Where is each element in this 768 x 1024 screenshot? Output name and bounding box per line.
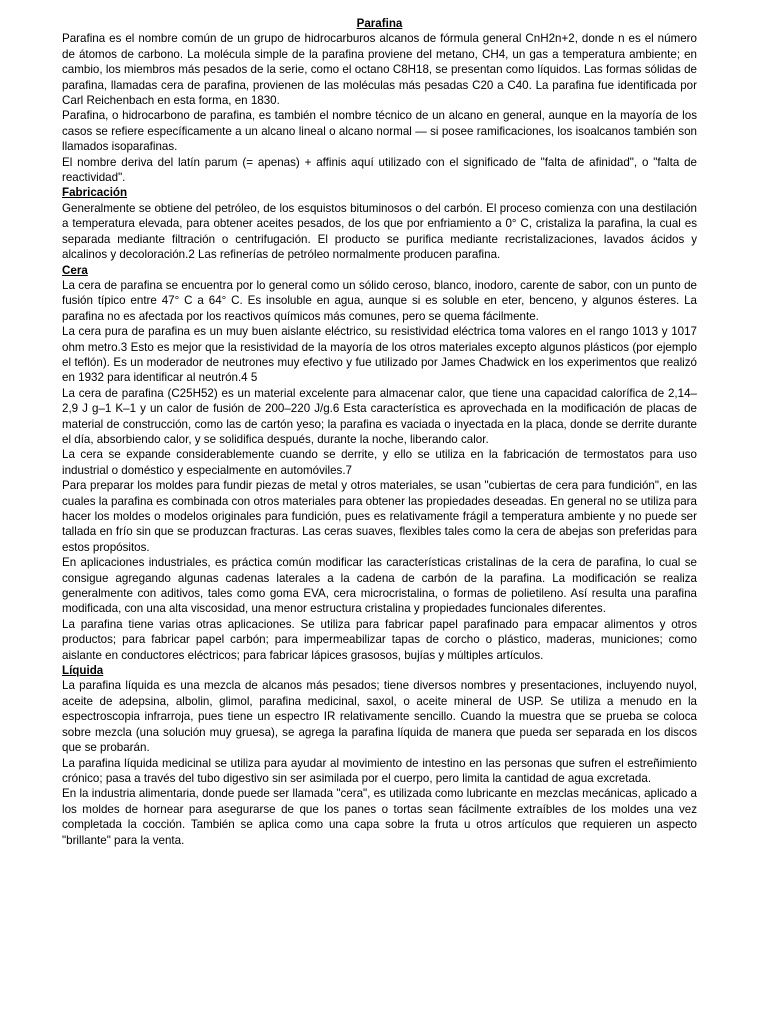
section-paragraph: La cera de parafina se encuentra por lo general como un sólido ceroso, blanco, inodoro, carente de sabor, con un punto de fusión típico entre 47° C a 64° C. Es insoluble en agua, aunque si es soluble en eter, benceno, y algunos ésteres. La parafina no es afectada por los reactivos químicos más comunes, pero se quema fácilmente. [62,278,697,323]
section-heading-cera: Cera [62,263,88,277]
document-title: Parafina [356,17,403,30]
section-paragraph: En aplicaciones industriales, es práctica común modificar las características cristalinas de la cera de parafina, lo cual se consigue agregando algunas cadenas laterales a la cadena de carbón de la parafina. La modificación se realiza generalmente con aditivos, tales como goma EVA, cera microcristalina, o formas de polietileno. Así resulta una parafina modificada, con una alta viscosidad, una menor estructura cristalina y propiedades funcionales diferentes. [62,556,697,616]
section-paragraph: La cera se expande considerablemente cuando se derrite, y ello se utiliza en la fabricación de termostatos para uso industrial o doméstico y especialmente en automóviles.7 [62,448,697,477]
intro-paragraph: Parafina es el nombre común de un grupo de hidrocarburos alcanos de fórmula general CnH2n+2, donde n es el número de átomos de carbono. La molécula simple de la parafina proviene del metano, CH4, un gas a temperatura ambiente; en cambio, los miembros más pesados de la serie, como el octano C8H18, se presentan como líquidos. Las formas sólidas de parafina, llamadas cera de parafina, provienen de las moléculas más pesadas C20 a C40. La parafina fue identificada por Carl Reichenbach en esta forma, en 1830. [62,32,697,108]
intro-paragraph: Parafina, o hidrocarbono de parafina, es también el nombre técnico de un alcano en general, aunque en la mayoría de los casos se refiere específicamente a un alcano lineal o alcano normal — si posee ramificaciones, los isoalcanos también son llamados isoparafinas. [62,109,697,154]
section-paragraph: Para preparar los moldes para fundir piezas de metal y otros materiales, se usan "cubiertas de cera para fundición", en las cuales la parafina es combinada con otros materiales para obtener las propiedades deseadas. En general no se utiliza para hacer los moldes o modelos originales para fundición, pues es relativamente frágil a temperatura ambiente y no puede ser tallada en frío sin que se produzcan fracturas. Las ceras suaves, flexibles tales como la cera de abejas son preferidas para estos propósitos. [62,479,697,554]
section-heading-fabricacion: Fabricación [62,186,128,200]
section-paragraph: La cera de parafina (C25H52) es un material excelente para almacenar calor, que tiene una capacidad calorífica de 2,14–2,9 J g–1 K–1 y un calor de fusión de 200–220 J/g.6 Esta característica es aprovechada en la modificación de placas de material de construcción, como las de cartón yeso; la parafina es vaciada o inyectada en la placa, donde se derrite durante el día, absorbiendo calor, y se solidifica después, durante la noche, liberando calor. [62,386,697,446]
section-paragraph: La parafina líquida medicinal se utiliza para ayudar al movimiento de intestino en las personas que sufren el estreñimiento crónico; pasa a través del tubo digestivo sin ser asimilada por el cuerpo, pero limita la cantidad de agua excretada. [62,756,697,785]
section-paragraph: La parafina tiene varias otras aplicaciones. Se utiliza para fabricar papel parafinado para empacar alimentos y otros productos; para fabricar papel carbón; para impermeabilizar tapas de corcho o plástico, maderas, municiones; como aislante en conductores eléctricos; para fabricar lápices grasosos, bujías y múltiples artículos. [62,617,697,662]
document-page [62,16,697,848]
intro-paragraph: El nombre deriva del latín parum (= apenas) + affinis aquí utilizado con el significado de "falta de afinidad", o "falta de reactividad". [62,155,697,185]
section-paragraph: La parafina líquida es una mezcla de alcanos más pesados; tiene diversos nombres y presentaciones, incluyendo nuyol, aceite de adepsina, albolin, glimol, parafina medicinal, saxol, o aceite mineral de USP. Se utiliza a menudo en la espectroscopia infrarroja, pues tiene un espectro IR relativamente sencillo. Cuando la muestra que se prueba se coloca sobre mezcla (una solución muy gruesa), se agrega la parafina líquida de manera que pueda ser separada en los discos que se probarán. [62,679,697,755]
section-paragraph: En la industria alimentaria, donde puede ser llamada "cera", es utilizada como lubricante en mezclas mecánicas, aplicado a los moldes de hornear para asegurarse de que los panes o tortas sean fácilmente extraíbles de los moldes una vez completada la cocción. También se aplica como una capa sobre la fruta u otros artículos que requieren un aspecto "brillante" para la venta. [62,787,697,847]
section-paragraph: Generalmente se obtiene del petróleo, de los esquistos bituminosos o del carbón. El proceso comienza con una destilación a temperatura elevada, para obtener aceites pesados, de los que por enfriamiento a 0° C, cristaliza la parafina, la cual es separada mediante filtración o centrifugación. El producto se purifica mediante recristalizaciones, lavados ácidos y alcalinos y decoloración.2 Las refinerías de petróleo normalmente producen parafina. [62,201,697,262]
section-paragraph: La cera pura de parafina es un muy buen aislante eléctrico, su resistividad eléctrica toma valores en el rango 1013 y 1017 ohm metro.3 Esto es mejor que la resistividad de la mayoría de los otros materiales excepto algunos plásticos (por ejemplo el teflón). Es un moderador de neutrones muy efectivo y fue utilizado por James Chadwick en los experimentos que realizó en 1932 para identificar al neutrón.4 5 [62,325,697,385]
section-heading-liquida: Líquida [62,664,104,678]
